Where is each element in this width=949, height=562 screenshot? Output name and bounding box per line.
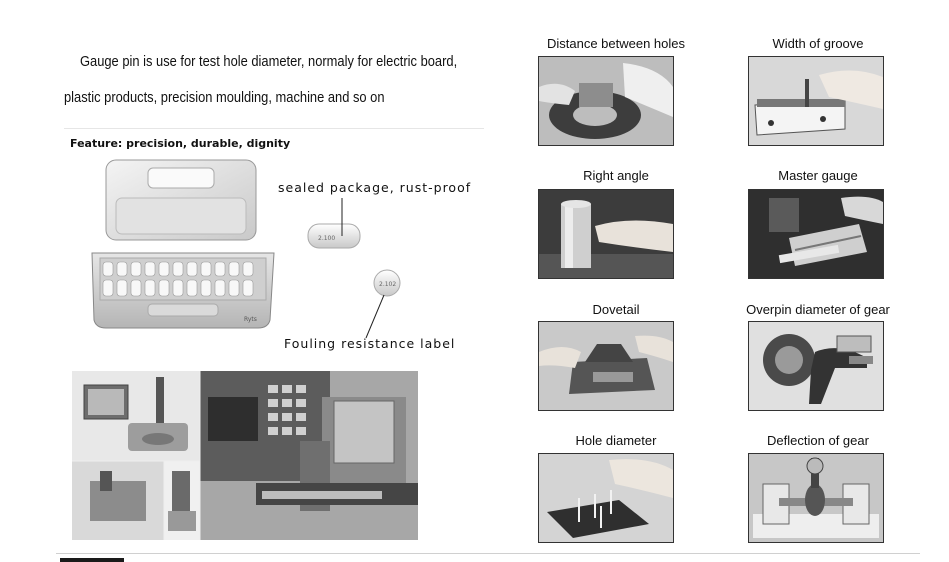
- callout-sealed: sealed package, rust-proof: [278, 180, 472, 195]
- divider: [64, 128, 484, 129]
- caption-distance-between-holes: Distance between holes: [546, 36, 686, 51]
- hole-diameter-photo: [538, 453, 674, 543]
- case-brand: Ryts: [244, 316, 257, 323]
- pin-label-2: 2.102: [379, 281, 397, 288]
- distance-between-holes-photo: [538, 56, 674, 146]
- right-angle-photo: [538, 189, 674, 279]
- caption-width-of-groove: Width of groove: [772, 36, 864, 51]
- dovetail-photo: [538, 321, 674, 411]
- caption-master-gauge: Master gauge: [778, 168, 858, 183]
- width-of-groove-photo: [748, 56, 884, 146]
- callout-lines: [330, 190, 390, 350]
- overpin-diameter-photo: [748, 321, 884, 411]
- measuring-machines-collage: [72, 371, 418, 540]
- bottom-rule: [56, 553, 920, 554]
- feature-line: Feature: precision, durable, dignity: [70, 137, 291, 150]
- caption-right-angle: Right angle: [583, 168, 649, 183]
- intro-line-2: plastic products, precision moulding, machine and so on: [64, 89, 385, 106]
- caption-hole-diameter: Hole diameter: [575, 433, 657, 448]
- bottom-bar-accent: [60, 558, 124, 562]
- caption-overpin-diameter-of-gear: Overpin diameter of gear: [746, 302, 890, 317]
- callout-fouling: Fouling resistance label: [284, 336, 456, 351]
- gauge-pin-case-image: [88, 158, 278, 333]
- intro-line-1: Gauge pin is use for test hole diameter, normaly for electric board,: [80, 53, 458, 70]
- deflection-of-gear-photo: [748, 453, 884, 543]
- caption-deflection-of-gear: Deflection of gear: [767, 433, 869, 448]
- pin-label-1: 2.100: [318, 235, 336, 242]
- caption-dovetail: Dovetail: [592, 302, 640, 317]
- master-gauge-photo: [748, 189, 884, 279]
